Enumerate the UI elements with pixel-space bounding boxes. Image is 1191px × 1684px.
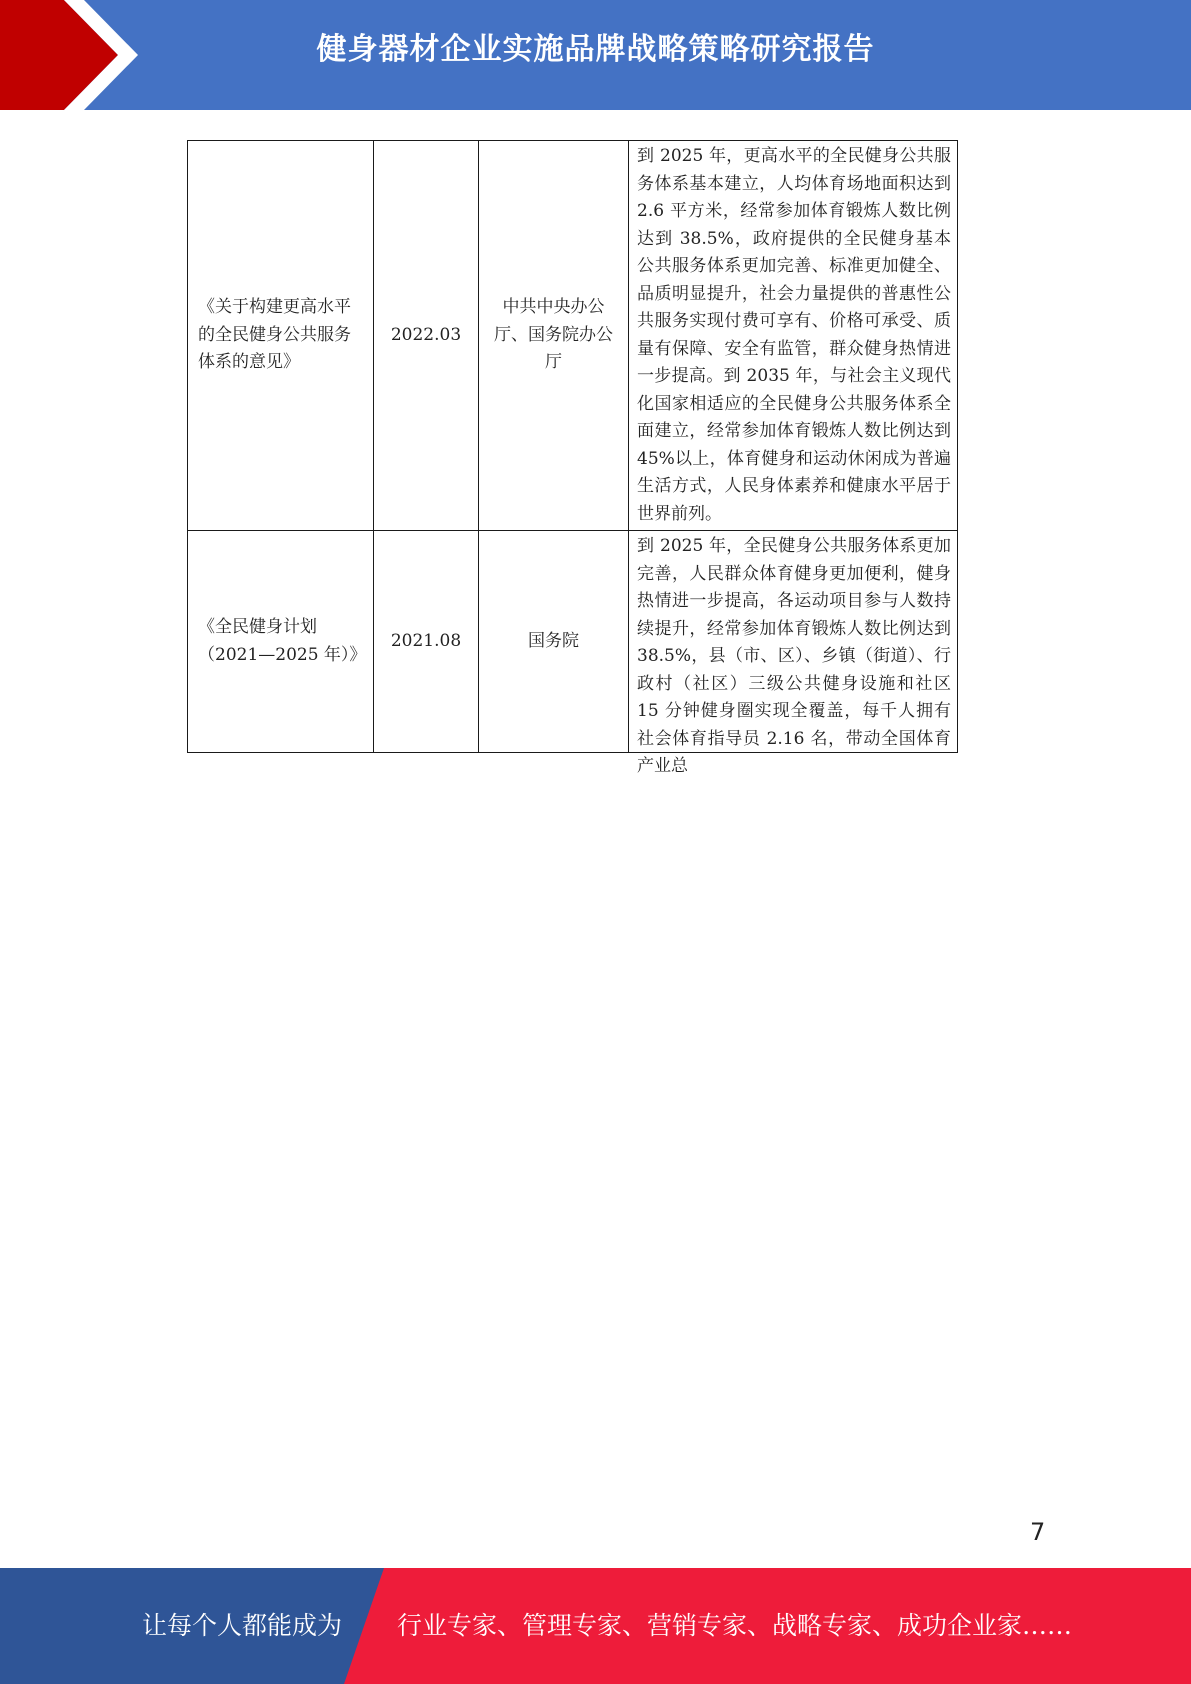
policy-name-cell: 《关于构建更高水平的全民健身公共服务体系的意见》	[188, 141, 374, 531]
footer-slogan-right: 行业专家、管理专家、营销专家、战略专家、成功企业家……	[397, 1611, 1073, 1640]
policy-issuer-cell: 中共中央办公厅、国务院办公厅	[479, 141, 629, 531]
policy-date-cell: 2022.03	[374, 141, 479, 531]
policy-issuer-cell: 国务院	[479, 531, 629, 753]
page-number: 7	[1030, 1518, 1046, 1546]
page-header	[0, 0, 1191, 110]
page-footer	[0, 1568, 1191, 1684]
policy-content-cell: 到 2025 年，更高水平的全民健身公共服务体系基本建立，人均体育场地面积达到 2.6 平方米，经常参加体育锻炼人数比例达到 38.5%，政府提供的全民健身基本公共服务体系更加完善、标准更加健全、品质明显提升，社会力量提供的普惠性公共服务实现付费可享有、价格可承受、质量有保障、安全有监管，群众健身热情进一步提高。到 2035 年，与社会主义现代化国家相适应的全民健身公共服务体系全面建立，经常参加体育锻炼人数比例达到 45%以上，体育健身和运动休闲成为普遍生活方式，人民身体素养和健康水平居于世界前列。	[629, 141, 958, 531]
policy-date-cell: 2021.08	[374, 531, 479, 753]
header-arrow-decoration	[0, 0, 160, 110]
policy-content-cell	[629, 531, 958, 776]
policy-content-text: 到 2025 年，全民健身公共服务体系更加完善，人民群众体育健身更加便利，健身热情进一步提高，各运动项目参与人数持续提升，经常参加体育锻炼人数比例达到 38.5%，县（市、区）、乡镇（街道）、行政村（社区）三级公共健身设施和社区 15 分钟健身圈实现全覆盖，每千人拥有社会体育指导员 2.16 名，带动全国体育产业总	[637, 536, 951, 776]
report-title: 健身器材企业实施品牌战略策略研究报告	[316, 32, 875, 67]
footer-slogan-left: 让每个人都能成为	[142, 1611, 343, 1640]
table-row	[188, 141, 958, 531]
table-row	[188, 531, 958, 753]
policy-table	[187, 140, 958, 776]
policy-name-cell: 《全民健身计划（2021—2025 年）》	[188, 531, 374, 753]
